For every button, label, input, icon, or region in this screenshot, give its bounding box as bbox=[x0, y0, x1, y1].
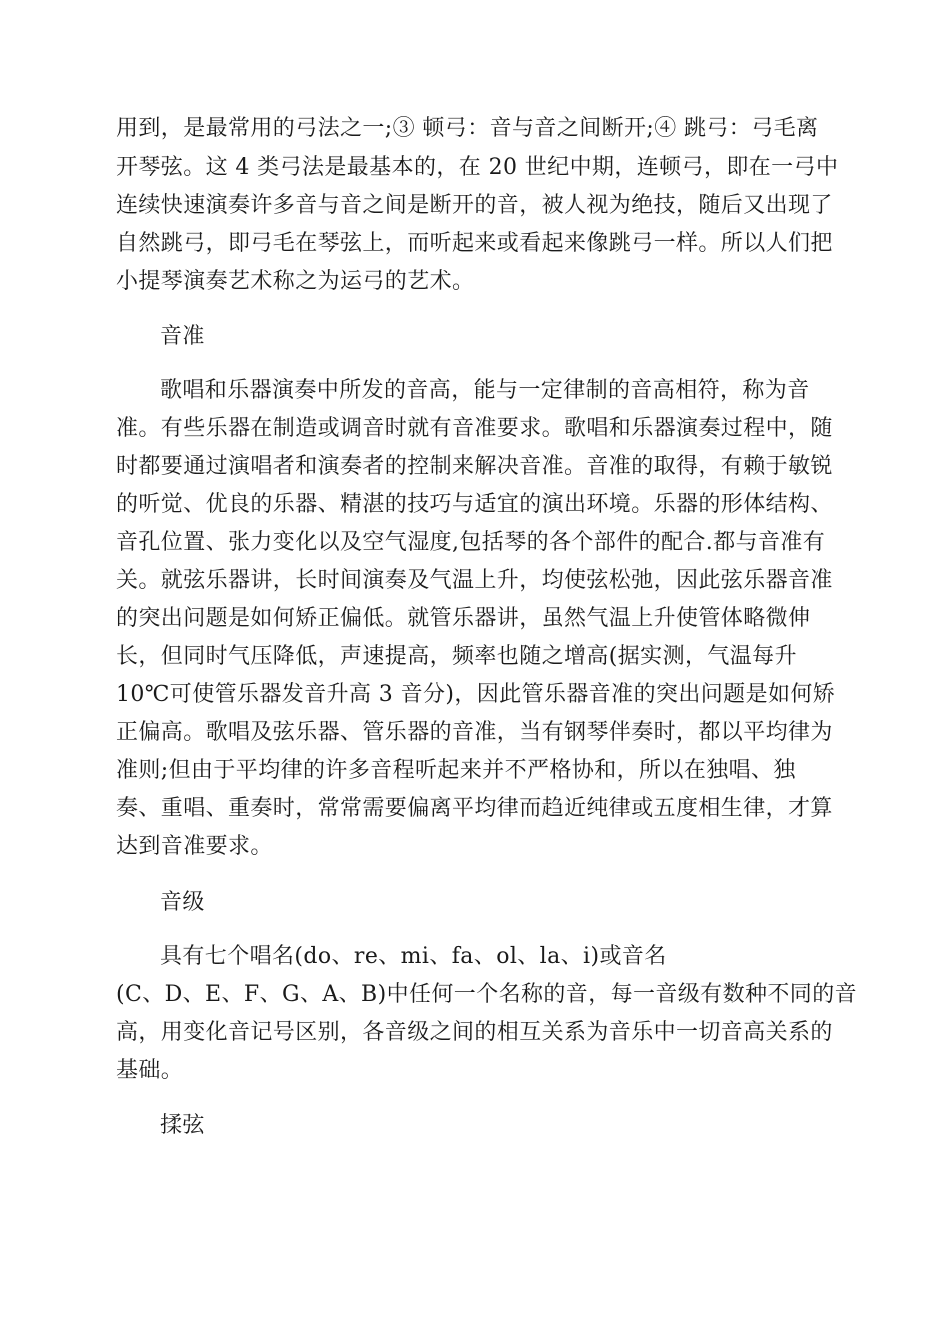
section-heading-scale-degree: 音级 bbox=[160, 890, 205, 915]
scale-degree-paragraph-line: 基础。 bbox=[116, 1058, 184, 1083]
intonation-paragraph-line: 奏、重唱、重奏时，常常需要偏离平均律而趋近纯律或五度相生律，才算 bbox=[116, 796, 833, 821]
bowing-paragraph-line: 用到，是最常用的弓法之一;③ 顿弓：音与音之间断开;④ 跳弓：弓毛离 bbox=[116, 116, 819, 141]
intonation-paragraph-line: 准。有些乐器在制造或调音时就有音准要求。歌唱和乐器演奏过程中，随 bbox=[116, 416, 833, 441]
bowing-paragraph-line: 开琴弦。这 4 类弓法是最基本的，在 20 世纪中期，连顿弓，即在一弓中 bbox=[116, 155, 839, 180]
intonation-paragraph-line: 时都要通过演唱者和演奏者的控制来解决音准。音准的取得，有赖于敏锐 bbox=[116, 454, 833, 479]
intonation-paragraph-line: 关。就弦乐器讲，长时间演奏及气温上升，均使弦松弛，因此弦乐器音准 bbox=[116, 568, 833, 593]
scale-degree-paragraph-line: (C、D、E、F、G、A、B)中任何一个名称的音，每一音级有数种不同的音 bbox=[116, 982, 857, 1007]
intonation-paragraph-line: 歌唱和乐器演奏中所发的音高，能与一定律制的音高相符，称为音 bbox=[160, 378, 810, 403]
intonation-paragraph-line: 10℃可使管乐器发音升高 3 音分)，因此管乐器音准的突出问题是如何矫 bbox=[116, 682, 836, 707]
bowing-paragraph-line: 自然跳弓，即弓毛在琴弦上，而听起来或看起来像跳弓一样。所以人们把 bbox=[116, 231, 833, 256]
intonation-paragraph-line: 的突出问题是如何矫正偏低。就管乐器讲，虽然气温上升使管体略微伸 bbox=[116, 606, 811, 631]
intonation-paragraph-line: 的听觉、优良的乐器、精湛的技巧与适宜的演出环境。乐器的形体结构、 bbox=[116, 492, 833, 517]
bowing-paragraph-line: 小提琴演奏艺术称之为运弓的艺术。 bbox=[116, 269, 475, 294]
intonation-paragraph-line: 音孔位置、张力变化以及空气湿度,包括琴的各个部件的配合.都与音准有 bbox=[116, 530, 826, 555]
intonation-paragraph-line: 正偏高。歌唱及弦乐器、管乐器的音准，当有钢琴伴奏时，都以平均律为 bbox=[116, 720, 833, 745]
intonation-paragraph-line: 长，但同时气压降低，声速提高，频率也随之增高(据实测，气温每升 bbox=[116, 644, 797, 669]
scale-degree-paragraph-line: 高，用变化音记号区别，各音级之间的相互关系为音乐中一切音高关系的 bbox=[116, 1020, 833, 1045]
bowing-paragraph-line: 连续快速演奏许多音与音之间是断开的音，被人视为绝技，随后又出现了 bbox=[116, 193, 833, 218]
section-heading-intonation: 音准 bbox=[160, 324, 205, 349]
intonation-paragraph-line: 准则;但由于平均律的许多音程听起来并不严格协和，所以在独唱、独 bbox=[116, 758, 796, 783]
section-heading-vibrato: 揉弦 bbox=[160, 1113, 205, 1138]
intonation-paragraph-line: 达到音准要求。 bbox=[116, 834, 273, 859]
scale-degree-paragraph-line: 具有七个唱名(do、re、mi、fa、ol、la、i)或音名 bbox=[160, 944, 667, 969]
